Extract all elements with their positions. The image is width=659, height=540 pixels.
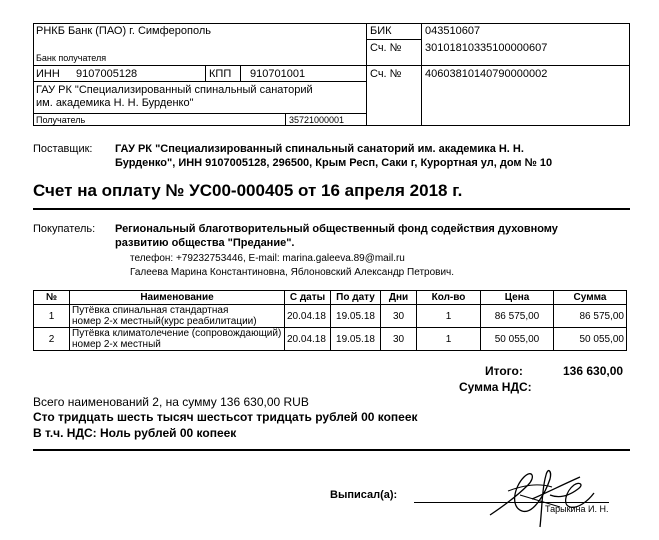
signature-label: Выписал(а):: [330, 489, 398, 501]
recipient-name-line2: им. академика Н. Н. Бурденко": [36, 97, 194, 109]
supplier-label: Поставщик:: [33, 143, 93, 155]
row-price: 50 055,00: [481, 328, 554, 351]
bik-label: БИК: [370, 25, 392, 37]
invoice-title: Счет на оплату № УС00-000405 от 16 апреля 2018 г.: [33, 181, 463, 200]
inn-label: ИНН: [36, 68, 60, 80]
row-name-line2: номер 2-х местный: [72, 339, 161, 350]
col-header-qty: Кол-во: [417, 291, 481, 305]
supplier-line1: ГАУ РК "Специализированный спинальный санаторий им. академика Н. Н.: [115, 143, 524, 155]
bank-label: Банк получателя: [36, 53, 107, 63]
buyer-line2: развитию общества "Предание".: [115, 237, 295, 249]
recipient-name-line1: ГАУ РК "Специализированный спинальный санаторий: [36, 84, 313, 96]
table-row: [34, 305, 627, 328]
inn-value: 9107005128: [76, 68, 138, 80]
row-qty: 1: [417, 328, 481, 351]
row-name-line2: номер 2-х местный(курс реабилитации): [72, 316, 257, 327]
row-name: [70, 328, 285, 351]
col-header-name: Наименование: [70, 291, 285, 305]
row-from-date: 20.04.18: [285, 305, 331, 328]
recipient-label: Получатель: [36, 115, 86, 125]
signer-name: Тарыкина И. Н.: [545, 504, 609, 514]
summary-count-line: Всего наименований 2, на сумму 136 630,00 RUB: [33, 395, 309, 409]
buyer-contact-line2: Галеева Марина Константиновна, Яблоновский Александр Петрович.: [130, 267, 455, 278]
account-label: Сч. №: [370, 68, 402, 80]
col-header-to: По дату: [331, 291, 381, 305]
row-sum: 50 055,00: [554, 328, 627, 351]
summary-amount-words: Сто тридцать шесть тысяч шестьсот тридцать рублей 00 копеек: [33, 410, 418, 424]
account-value: 40603810140790000002: [425, 68, 548, 80]
signature-scribble-icon: [480, 455, 600, 533]
title-underline: [33, 208, 630, 210]
row-to-date: 19.05.18: [331, 328, 381, 351]
col-header-from: С даты: [285, 291, 331, 305]
supplier-line2: Бурденко", ИНН 9107005128, 296500, Крым Респ, Саки г, Курортная ул, дом № 10: [115, 157, 553, 169]
vat-label: Сумма НДС:: [459, 380, 532, 394]
row-name-line1: Путёвка спинальная стандартная: [72, 305, 229, 316]
col-header-sum: Сумма: [554, 291, 627, 305]
row-to-date: 19.05.18: [331, 305, 381, 328]
bik-value: 043510607: [425, 25, 481, 37]
row-num: 1: [34, 305, 70, 328]
table-header-row: [34, 291, 627, 305]
row-days: 30: [381, 328, 417, 351]
recipient-code: 35721000001: [289, 115, 345, 125]
buyer-label: Покупатель:: [33, 223, 96, 235]
items-table: [33, 290, 627, 351]
buyer-line1: Региональный благотворительный общественный фонд содействия духовному: [115, 223, 558, 235]
kpp-label: КПП: [209, 68, 232, 80]
buyer-contact-line1: телефон: +79232753446, E-mail: marina.galeeva.89@mail.ru: [130, 253, 405, 264]
col-header-num: №: [34, 291, 70, 305]
corr-account-label: Сч. №: [370, 42, 402, 54]
row-sum: 86 575,00: [554, 305, 627, 328]
total-value: 136 630,00: [563, 364, 624, 378]
row-from-date: 20.04.18: [285, 328, 331, 351]
row-name: [70, 305, 285, 328]
row-days: 30: [381, 305, 417, 328]
table-row: [34, 328, 627, 351]
summary-divider: [33, 449, 630, 451]
col-header-price: Цена: [481, 291, 554, 305]
total-label: Итого:: [485, 364, 523, 378]
bank-name: РНКБ Банк (ПАО) г. Симферополь: [36, 25, 212, 37]
row-price: 86 575,00: [481, 305, 554, 328]
kpp-value: 910701001: [250, 68, 306, 80]
corr-account-value: 30101810335100000607: [425, 42, 548, 54]
row-num: 2: [34, 328, 70, 351]
summary-vat-words: В т.ч. НДС: Ноль рублей 00 копеек: [33, 426, 237, 440]
row-name-line1: Путёвка климатолечение (сопровождающий): [72, 328, 282, 339]
col-header-days: Дни: [381, 291, 417, 305]
row-qty: 1: [417, 305, 481, 328]
